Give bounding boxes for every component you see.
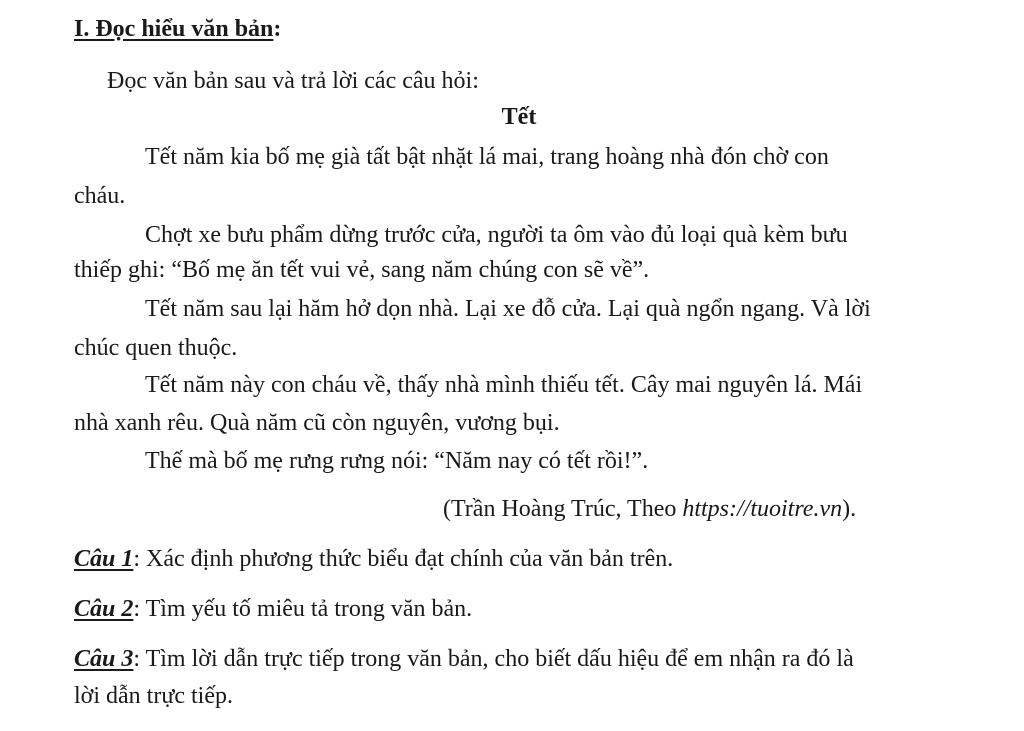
question-2-separator: :: [133, 596, 146, 622]
question-1-label: Câu 1: [74, 546, 134, 572]
paragraph-2-line-2: thiếp ghi: “Bố mẹ ăn tết vui vẻ, sang năm chúng con sẽ về”.: [74, 257, 650, 283]
question-1: [74, 544, 673, 574]
paragraph-3-line-2: chúc quen thuộc.: [74, 335, 238, 361]
question-2: [74, 594, 472, 624]
instruction-text: Đọc văn bản sau và trả lời các câu hỏi:: [107, 68, 479, 94]
text-title: Tết: [501, 104, 537, 130]
section-heading: [74, 14, 281, 44]
question-1-text: Xác định phương thức biểu đạt chính của văn bản trên.: [146, 546, 674, 572]
source-link[interactable]: https://tuoitre.vn: [682, 496, 843, 522]
source-suffix: ).: [842, 496, 857, 522]
source-prefix: (Trần Hoàng Trúc, Theo: [443, 496, 683, 522]
question-3-line-2: lời dẫn trực tiếp.: [74, 683, 233, 709]
question-3: [74, 644, 854, 674]
question-3-separator: :: [133, 646, 146, 672]
section-heading-colon: :: [273, 16, 282, 42]
question-3-text: Tìm lời dẫn trực tiếp trong văn bản, cho biết dấu hiệu để em nhận ra đó là: [145, 646, 854, 672]
paragraph-1-line-2: cháu.: [74, 183, 126, 209]
paragraph-2-line-1: Chợt xe bưu phẩm dừng trước cửa, người ta ôm vào đủ loại quà kèm bưu: [145, 222, 848, 248]
paragraph-1-line-1: Tết năm kia bố mẹ già tất bật nhặt lá mai, trang hoàng nhà đón chờ con: [145, 144, 829, 170]
paragraph-5-line-1: Thế mà bố mẹ rưng rưng nói: “Năm nay có tết rồi!”.: [145, 448, 649, 474]
paragraph-4-line-2: nhà xanh rêu. Quà năm cũ còn nguyên, vương bụi.: [74, 410, 560, 436]
paragraph-4-line-1: Tết năm này con cháu về, thấy nhà mình thiếu tết. Cây mai nguyên lá. Mái: [145, 372, 863, 398]
source-citation: [443, 494, 856, 524]
paragraph-3-line-1: Tết năm sau lại hăm hở dọn nhà. Lại xe đỗ cửa. Lại quà ngổn ngang. Và lời: [145, 296, 871, 322]
question-3-label: Câu 3: [74, 646, 134, 672]
section-heading-text: I. Đọc hiểu văn bản: [74, 16, 274, 42]
question-1-separator: :: [133, 546, 147, 572]
question-2-label: Câu 2: [74, 596, 134, 622]
question-2-text: Tìm yếu tố miêu tả trong văn bản.: [145, 596, 473, 622]
